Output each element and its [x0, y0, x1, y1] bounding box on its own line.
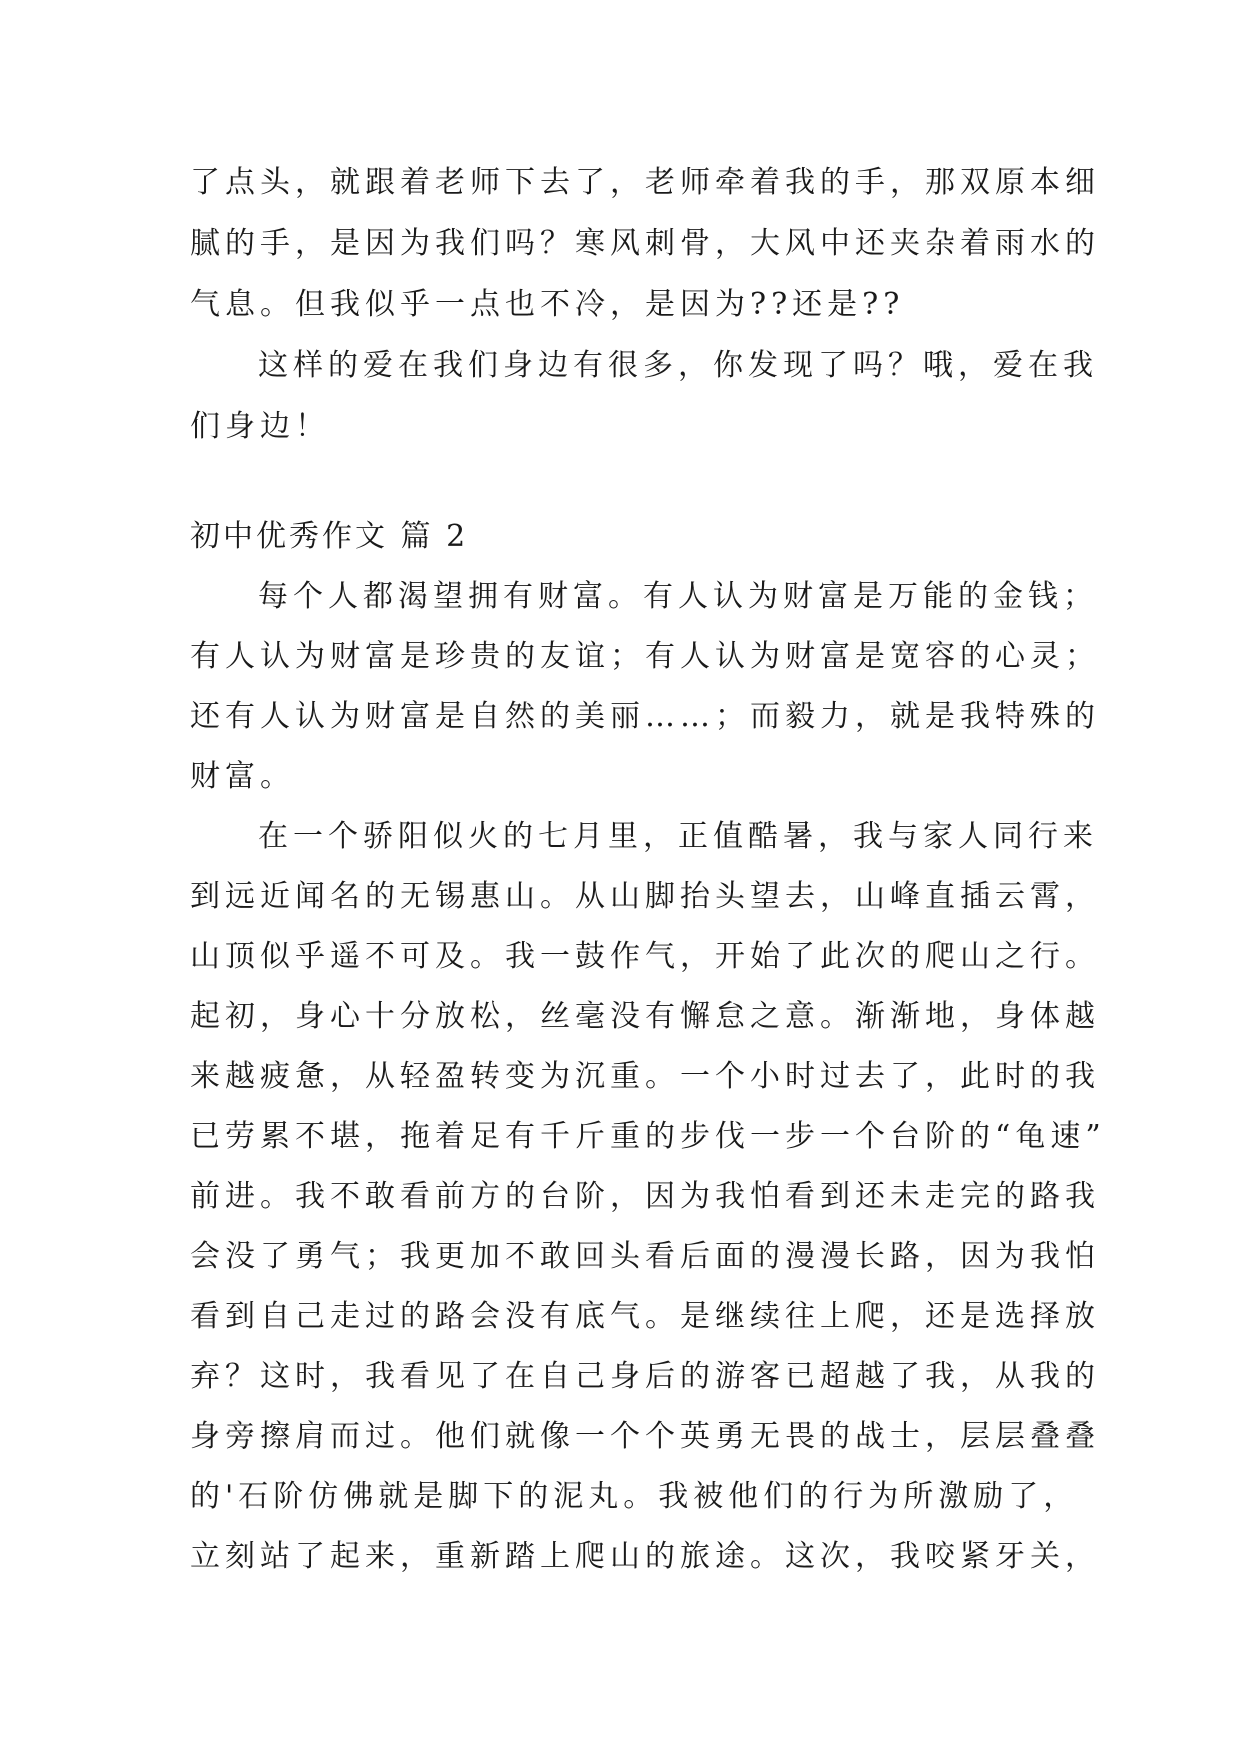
paragraph-line: 了点头，就跟着老师下去了，老师牵着我的手，那双原本细	[190, 165, 1100, 200]
paragraph-line: 在一个骄阳似火的七月里，正值酷暑，我与家人同行来	[258, 819, 1098, 854]
paragraph-line: 身旁擦肩而过。他们就像一个个英勇无畏的战士，层层叠叠	[190, 1419, 1100, 1454]
paragraph-line: 前进。我不敢看前方的台阶，因为我怕看到还未走完的路我	[190, 1179, 1100, 1214]
paragraph-line: 起初，身心十分放松，丝毫没有懈怠之意。渐渐地，身体越	[190, 999, 1100, 1034]
document-page	[190, 0, 1106, 1754]
paragraph-line: 山顶似乎遥不可及。我一鼓作气，开始了此次的爬山之行。	[190, 939, 1100, 974]
paragraph-line: 已劳累不堪，拖着足有千斤重的步伐一步一个台阶的“龟速”	[190, 1119, 1106, 1154]
paragraph-line: 气息。但我似乎一点也不冷，是因为??还是??	[190, 287, 905, 322]
paragraph-line: 腻的手，是因为我们吗？寒风刺骨，大风中还夹杂着雨水的	[190, 226, 1100, 261]
paragraph-line: 每个人都渴望拥有财富。有人认为财富是万能的金钱；	[258, 579, 1098, 614]
paragraph-line: 财富。	[190, 759, 295, 794]
paragraph-line: 的'石阶仿佛就是脚下的泥丸。我被他们的行为所激励了，	[190, 1479, 1079, 1514]
paragraph-line: 来越疲惫，从轻盈转变为沉重。一个小时过去了，此时的我	[190, 1059, 1100, 1094]
paragraph-line: 还有人认为财富是自然的美丽……；而毅力，就是我特殊的	[190, 699, 1100, 734]
paragraph-line: 有人认为财富是珍贵的友谊；有人认为财富是宽容的心灵；	[190, 639, 1100, 674]
paragraph-line: 这样的爱在我们身边有很多，你发现了吗？哦，爱在我	[258, 348, 1098, 383]
paragraph-line: 看到自己走过的路会没有底气。是继续往上爬，还是选择放	[190, 1299, 1100, 1334]
paragraph-line: 会没了勇气；我更加不敢回头看后面的漫漫长路，因为我怕	[190, 1239, 1100, 1274]
paragraph-line: 们身边！	[190, 409, 330, 444]
paragraph-line: 到远近闻名的无锡惠山。从山脚抬头望去，山峰直插云霄，	[190, 879, 1100, 914]
paragraph-line: 立刻站了起来，重新踏上爬山的旅途。这次，我咬紧牙关，	[190, 1539, 1100, 1574]
section-heading: 初中优秀作文 篇 2	[190, 519, 469, 554]
paragraph-line: 弃？这时，我看见了在自己身后的游客已超越了我，从我的	[190, 1359, 1100, 1394]
